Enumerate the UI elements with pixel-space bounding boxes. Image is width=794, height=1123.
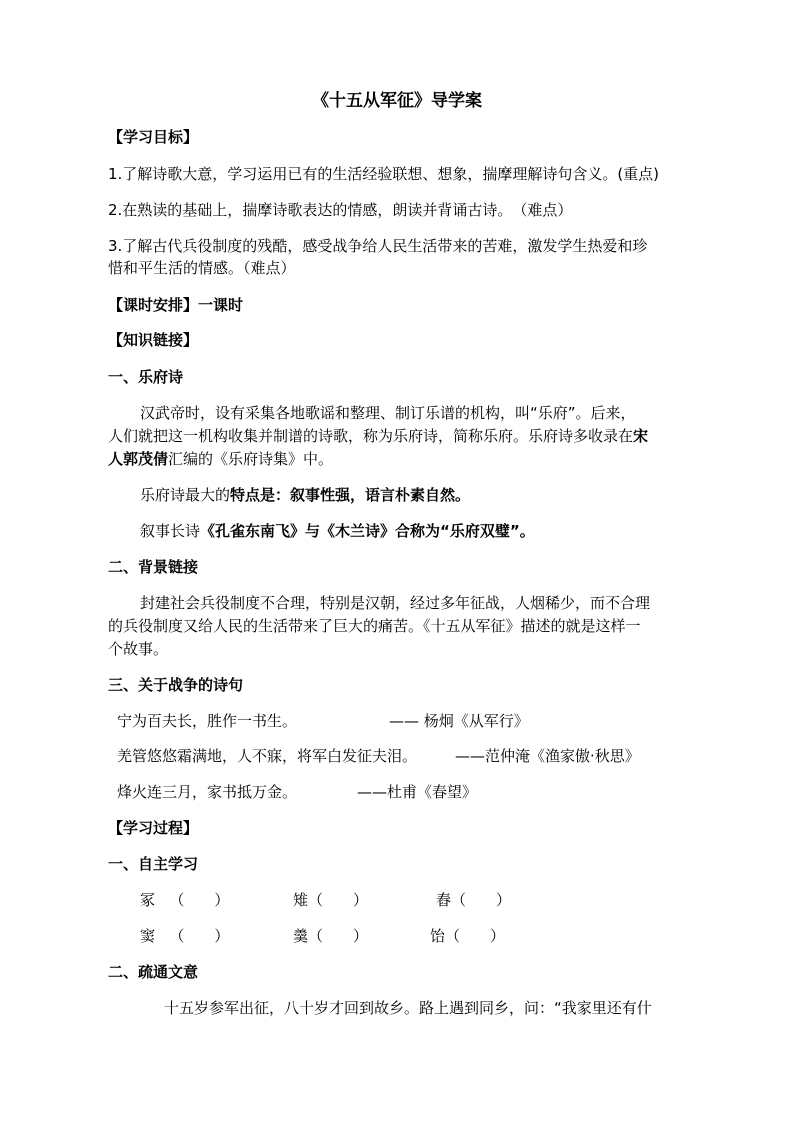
background-line-3: 个故事。 — [108, 640, 169, 658]
answer-blank[interactable]: （ ） — [451, 891, 512, 909]
answer-blank[interactable]: （ ） — [169, 927, 230, 945]
yuefu-para1-line3-text: 汇编的《乐府诗集》中。 — [168, 450, 334, 468]
war-poem-3-source: ——杜甫《春望》 — [357, 783, 478, 801]
background-line-1: 封建社会兵役制度不合理，特别是汉朝，经过多年征战，人烟稀少，而不合理 — [140, 594, 651, 612]
yuefu-para2-text: 乐府诗最大的 — [140, 486, 231, 504]
yuefu-twin-jade: 《孔雀东南飞》与《木兰诗》合称为“乐府双璧”。 — [200, 522, 535, 540]
self-study-heading: 一、自主学习 — [108, 855, 199, 873]
char-item: 饴（ ） — [430, 927, 506, 945]
char-item: 舂（ ） — [436, 891, 512, 909]
yuefu-para1-line2-text: 人们就把这一机构收集并制谱的诗歌，称为乐府诗，简称乐府。乐府诗多收录在 — [108, 427, 634, 445]
translation-heading: 二、疏通文意 — [108, 963, 199, 981]
answer-blank[interactable]: （ ） — [308, 891, 369, 909]
char-item: 窦 （ ） — [140, 927, 230, 945]
yuefu-para3-text: 叙事长诗 — [140, 522, 201, 540]
war-poems-heading: 三、关于战争的诗句 — [108, 676, 244, 694]
schedule-line — [108, 296, 243, 314]
char-item: 冢 （ ） — [140, 891, 230, 909]
schedule-value: 一课时 — [198, 296, 244, 314]
goal-item-3: 3.了解古代兵役制度的残酷，感受战争给人民生活带来的苦难，激发学生热爱和珍 — [108, 237, 648, 255]
char-item: 雉（ ） — [293, 891, 369, 909]
char-item: 羹（ ） — [293, 927, 369, 945]
goal-item-3-cont: 惜和平生活的情感。（难点） — [108, 259, 296, 277]
answer-blank[interactable]: （ ） — [445, 927, 506, 945]
goal-item-2: 2.在熟读的基础上，揣摩诗歌表达的情感，朗读并背诵古诗。 （难点） — [108, 201, 573, 219]
yuefu-compiler: 人郭茂倩 — [108, 450, 169, 468]
translation-text: 十五岁参军出征，八十岁才回到故乡。路上遇到同乡，问：“我家里还有什 — [164, 999, 652, 1017]
schedule-heading: 【课时安排】 — [108, 296, 199, 314]
document-title: 《十五从军征》导学案 — [312, 91, 482, 111]
yuefu-heading: 一、乐府诗 — [108, 368, 184, 386]
war-poem-2-verse: 羌管悠悠霜满地，人不寐，将军白发征夫泪。 — [117, 747, 418, 765]
yuefu-features: 特点是：叙事性强，语言朴素自然。 — [230, 486, 471, 504]
war-poem-2-source: ——范仲淹《渔家傲·秋思》 — [455, 747, 640, 765]
war-poem-1-verse: 宁为百夫长，胜作一书生。 — [117, 712, 298, 730]
yuefu-para2 — [140, 486, 470, 504]
goal-item-1: 1.了解诗歌大意，学习运用已有的生活经验联想、想象，揣摩理解诗句含义。(重点) — [108, 165, 660, 183]
yuefu-para1-line1: 汉武帝时，设有采集各地歌谣和整理、制订乐谱的机构，叫“乐府”。后来， — [140, 404, 636, 422]
process-heading: 【学习过程】 — [108, 819, 199, 837]
answer-blank[interactable]: （ ） — [308, 927, 369, 945]
background-line-2: 的兵役制度又给人民的生活带来了巨大的痛苦。《十五从军征》描述的就是这样一 — [108, 617, 641, 635]
goals-heading: 【学习目标】 — [108, 128, 199, 146]
yuefu-para3 — [140, 522, 535, 540]
yuefu-para1-line2 — [108, 427, 648, 445]
yuefu-para1-line3 — [108, 450, 333, 468]
war-poem-3-verse: 烽火连三月，家书抵万金。 — [117, 783, 298, 801]
answer-blank[interactable]: （ ） — [169, 891, 230, 909]
yuefu-para1-line2-bold: 宋 — [633, 427, 649, 445]
war-poem-1-source: —— 杨炯《从军行》 — [389, 712, 529, 730]
background-heading: 二、背景链接 — [108, 558, 199, 576]
knowledge-heading: 【知识链接】 — [108, 331, 199, 349]
